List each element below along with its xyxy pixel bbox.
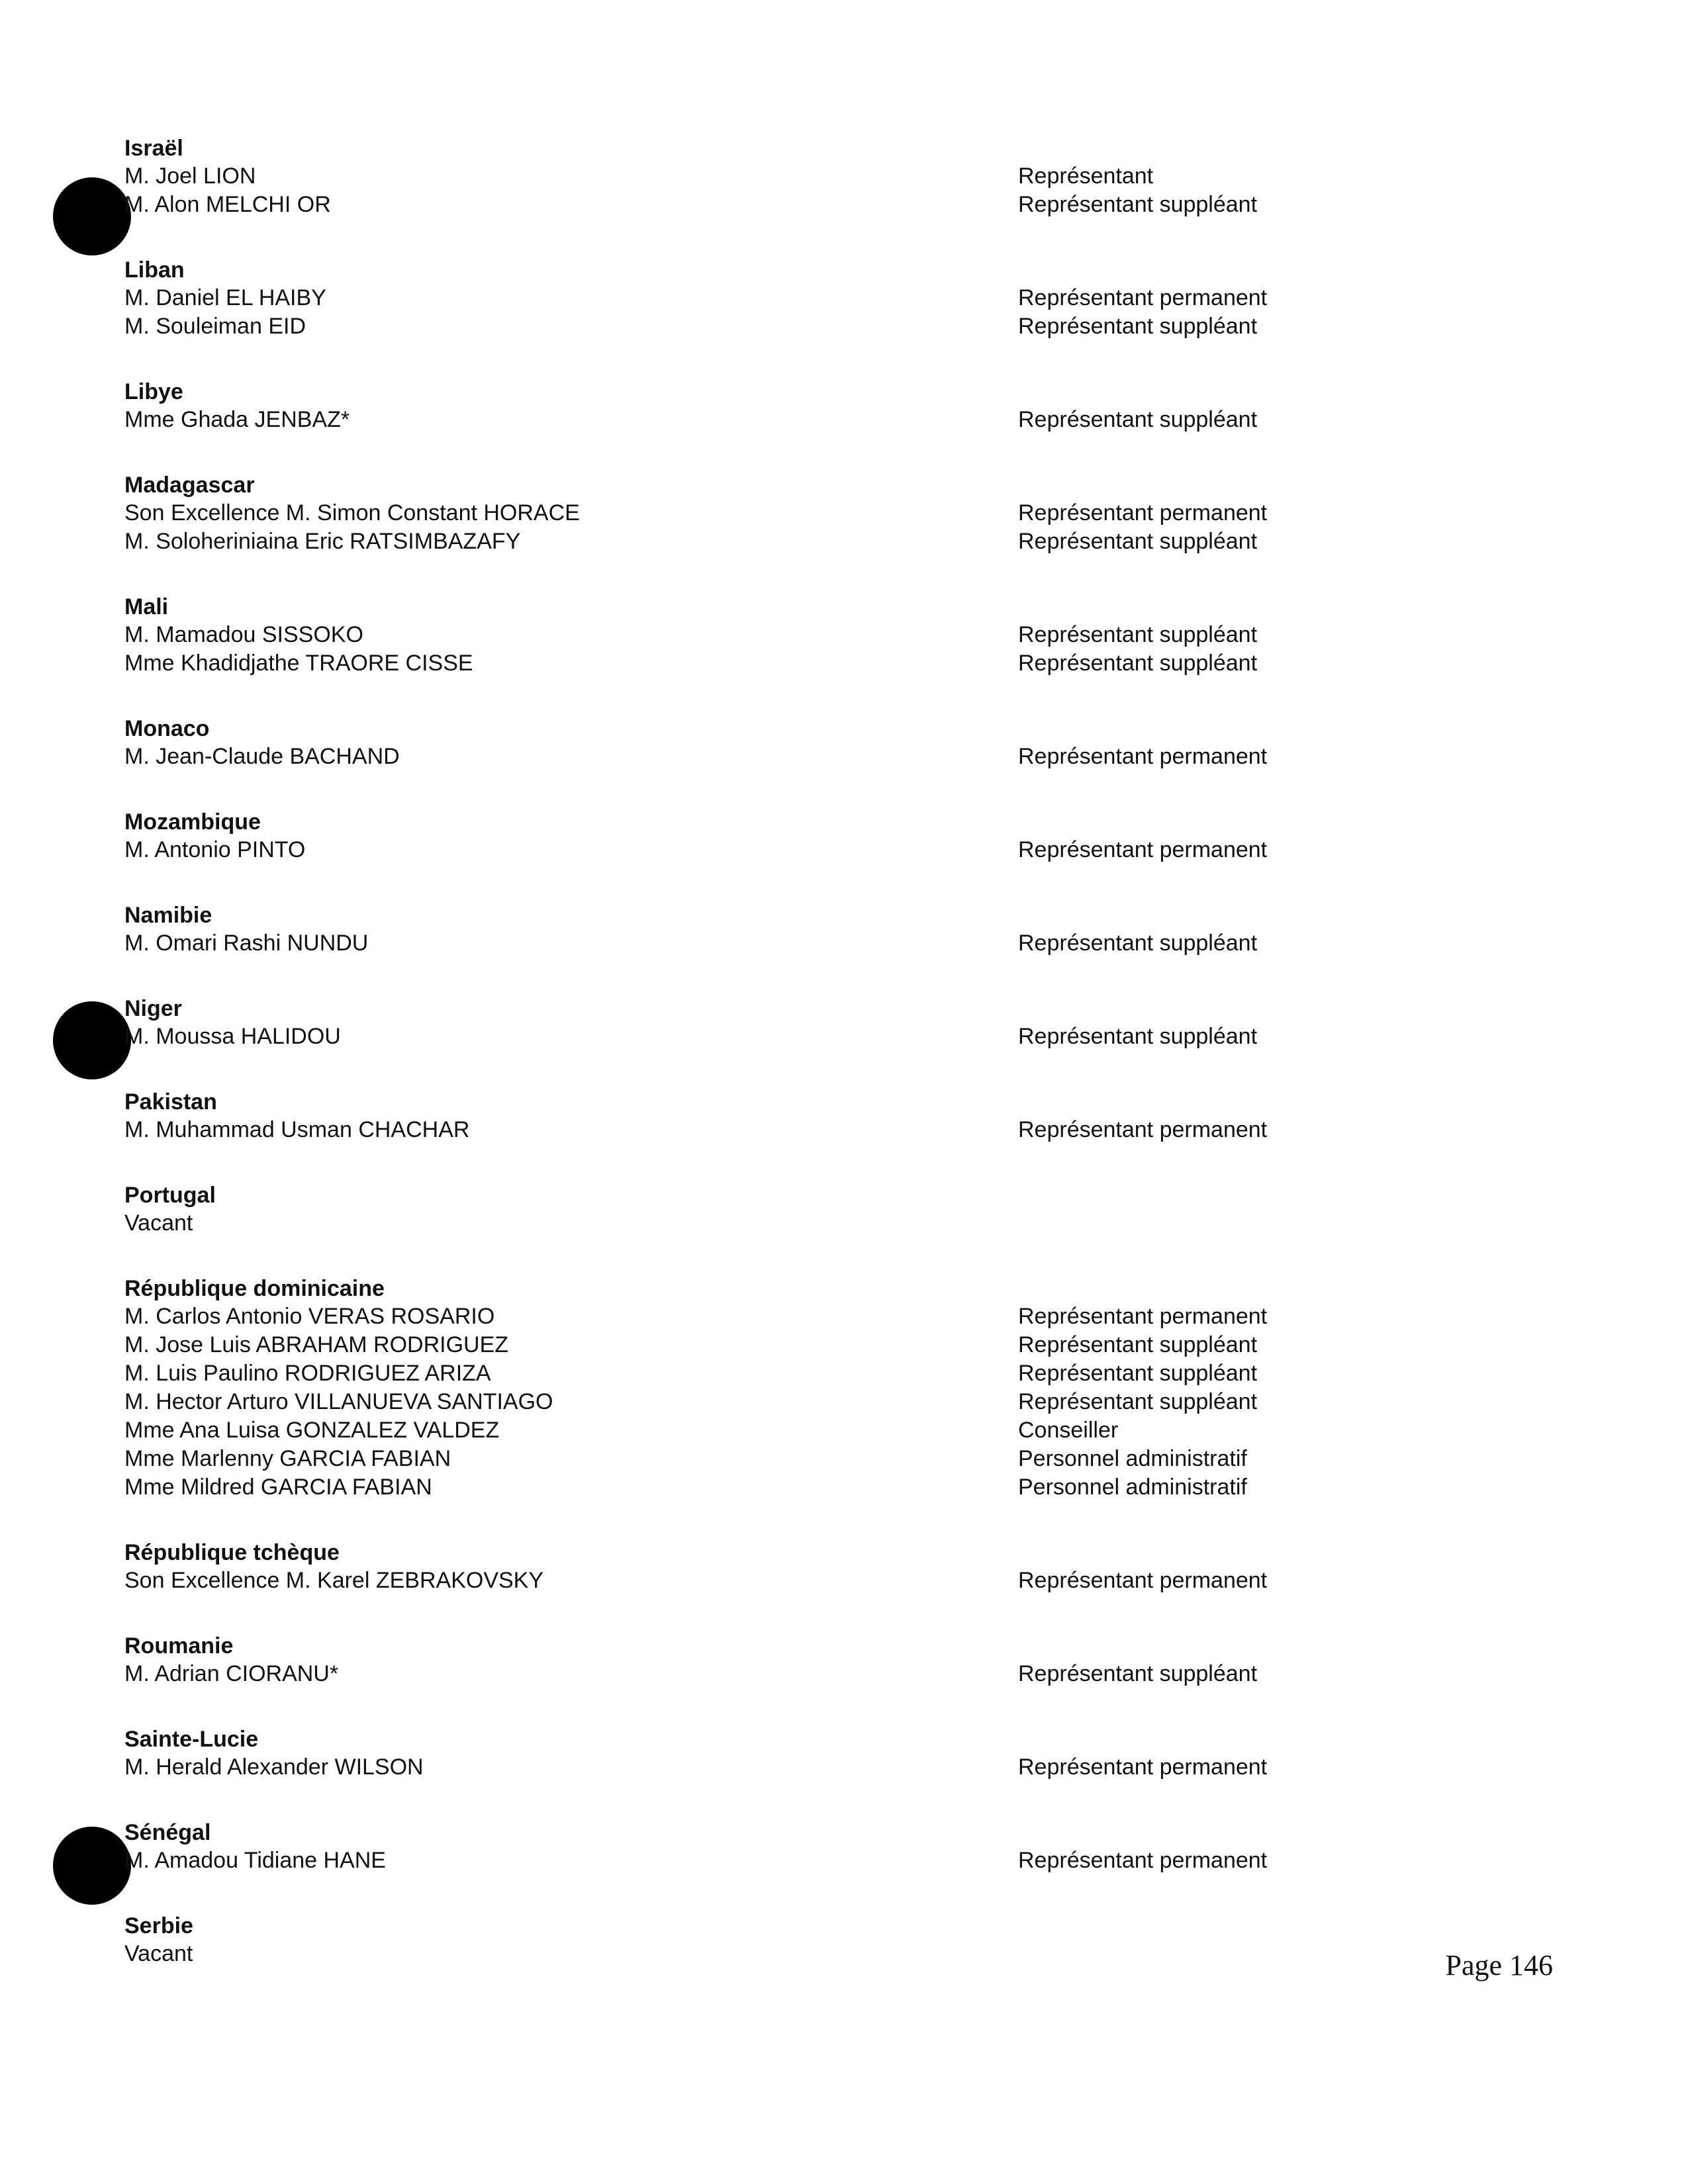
member-name: Son Excellence M. Karel ZEBRAKOVSKY — [124, 1568, 544, 1593]
member-row — [124, 406, 1448, 434]
member-row — [124, 743, 1448, 771]
member-row — [124, 1660, 1448, 1688]
member-row — [124, 312, 1448, 341]
country-section — [124, 715, 1448, 771]
country-heading: Pakistan — [124, 1089, 217, 1115]
member-name: M. Amadou Tidiane HANE — [124, 1848, 386, 1873]
member-role: Représentant suppléant — [1018, 407, 1258, 432]
member-role: Représentant permanent — [1018, 1754, 1268, 1780]
member-row — [124, 162, 1448, 191]
member-role: Représentant permanent — [1018, 837, 1268, 862]
member-name: M. Moussa HALIDOU — [124, 1024, 341, 1049]
member-row — [124, 1331, 1448, 1359]
country-section — [124, 471, 1448, 556]
member-name: Mme Marlenny GARCIA FABIAN — [124, 1446, 451, 1471]
country-section — [124, 256, 1448, 341]
member-role: Représentant — [1018, 163, 1154, 189]
punch-hole — [53, 1001, 131, 1079]
country-section — [124, 1088, 1448, 1144]
member-name: M. Antonio PINTO — [124, 837, 306, 862]
country-section — [124, 901, 1448, 958]
member-row — [124, 1567, 1448, 1595]
member-row — [124, 836, 1448, 864]
member-role: Représentant suppléant — [1018, 1389, 1258, 1414]
member-row — [124, 1023, 1448, 1051]
punch-hole — [53, 177, 131, 255]
country-section — [124, 134, 1448, 219]
member-role: Représentant suppléant — [1018, 1024, 1258, 1049]
member-name: M. Muhammad Usman CHACHAR — [124, 1117, 470, 1142]
member-row — [124, 1846, 1448, 1875]
country-section — [124, 995, 1448, 1051]
country-heading: Roumanie — [124, 1633, 234, 1659]
member-row — [124, 191, 1448, 219]
member-role: Représentant suppléant — [1018, 192, 1258, 217]
country-heading: Monaco — [124, 716, 210, 741]
member-role: Représentant suppléant — [1018, 314, 1258, 339]
country-heading: Mozambique — [124, 809, 261, 835]
member-row — [124, 1753, 1448, 1782]
member-row — [124, 621, 1448, 649]
country-section — [124, 1539, 1448, 1595]
country-heading: Mali — [124, 594, 169, 619]
country-section — [124, 593, 1448, 678]
member-role: Représentant permanent — [1018, 1117, 1268, 1142]
country-heading: Portugal — [124, 1183, 216, 1208]
member-name: M. Jose Luis ABRAHAM RODRIGUEZ — [124, 1332, 509, 1357]
member-name: Mme Mildred GARCIA FABIAN — [124, 1475, 432, 1500]
member-row — [124, 1302, 1448, 1331]
country-section — [124, 1632, 1448, 1688]
member-role: Représentant suppléant — [1018, 1332, 1258, 1357]
country-section — [124, 1912, 1448, 1968]
country-heading: Sainte-Lucie — [124, 1727, 259, 1752]
member-name: Son Excellence M. Simon Constant HORACE — [124, 500, 580, 525]
country-section — [124, 1275, 1448, 1502]
member-role: Représentant suppléant — [1018, 931, 1258, 956]
member-name: Vacant — [124, 1941, 193, 1966]
member-role: Représentant permanent — [1018, 285, 1268, 310]
member-name: M. Omari Rashi NUNDU — [124, 931, 369, 956]
member-name: M. Soloheriniaina Eric RATSIMBAZAFY — [124, 529, 521, 554]
member-role: Conseiller — [1018, 1418, 1119, 1443]
member-role: Personnel administratif — [1018, 1446, 1247, 1471]
member-name: Mme Ghada JENBAZ* — [124, 407, 350, 432]
member-name: Mme Ana Luisa GONZALEZ VALDEZ — [124, 1418, 500, 1443]
member-row — [124, 1116, 1448, 1144]
member-name: M. Carlos Antonio VERAS ROSARIO — [124, 1304, 495, 1329]
member-role: Représentant permanent — [1018, 744, 1268, 769]
country-heading: Niger — [124, 996, 182, 1021]
country-heading: Libye — [124, 379, 183, 404]
country-heading: Madagascar — [124, 473, 255, 498]
member-name: M. Mamadou SISSOKO — [124, 622, 363, 647]
page-number: Page 146 — [1445, 1949, 1553, 1981]
member-role: Représentant permanent — [1018, 1848, 1268, 1873]
member-role: Personnel administratif — [1018, 1475, 1247, 1500]
member-role: Représentant permanent — [1018, 1568, 1268, 1593]
member-name: M. Alon MELCHI OR — [124, 192, 331, 217]
member-row — [124, 1445, 1448, 1473]
member-role: Représentant suppléant — [1018, 1361, 1258, 1386]
country-heading: République tchèque — [124, 1540, 340, 1565]
delegation-list — [124, 134, 1448, 2005]
member-name: M. Herald Alexander WILSON — [124, 1754, 424, 1780]
country-heading: Serbie — [124, 1913, 193, 1938]
country-section — [124, 1725, 1448, 1782]
member-name: Vacant — [124, 1210, 193, 1236]
country-section — [124, 808, 1448, 864]
country-section — [124, 1819, 1448, 1875]
member-name: M. Joel LION — [124, 163, 256, 189]
member-row — [124, 1388, 1448, 1416]
punch-hole — [53, 1827, 131, 1905]
member-name: Mme Khadidjathe TRAORE CISSE — [124, 651, 473, 676]
member-name: M. Luis Paulino RODRIGUEZ ARIZA — [124, 1361, 491, 1386]
member-row — [124, 1940, 1448, 1968]
country-heading: Liban — [124, 257, 185, 283]
member-name: M. Adrian CIORANU* — [124, 1661, 339, 1686]
member-row — [124, 1473, 1448, 1502]
member-row — [124, 1359, 1448, 1388]
member-row — [124, 1209, 1448, 1238]
member-role: Représentant suppléant — [1018, 1661, 1258, 1686]
country-heading: Sénégal — [124, 1820, 211, 1845]
member-row — [124, 929, 1448, 958]
country-section — [124, 1181, 1448, 1238]
country-heading: Namibie — [124, 903, 212, 928]
member-row — [124, 527, 1448, 556]
member-role: Représentant permanent — [1018, 1304, 1268, 1329]
member-name: M. Daniel EL HAIBY — [124, 285, 326, 310]
country-heading: Israël — [124, 136, 183, 161]
member-name: M. Souleiman EID — [124, 314, 306, 339]
member-row — [124, 284, 1448, 312]
member-name: M. Jean-Claude BACHAND — [124, 744, 400, 769]
member-row — [124, 1416, 1448, 1445]
country-heading: République dominicaine — [124, 1276, 385, 1301]
member-row — [124, 499, 1448, 527]
country-section — [124, 378, 1448, 434]
member-name: M. Hector Arturo VILLANUEVA SANTIAGO — [124, 1389, 553, 1414]
member-row — [124, 649, 1448, 678]
member-role: Représentant suppléant — [1018, 529, 1258, 554]
member-role: Représentant suppléant — [1018, 622, 1258, 647]
member-role: Représentant permanent — [1018, 500, 1268, 525]
member-role: Représentant suppléant — [1018, 651, 1258, 676]
